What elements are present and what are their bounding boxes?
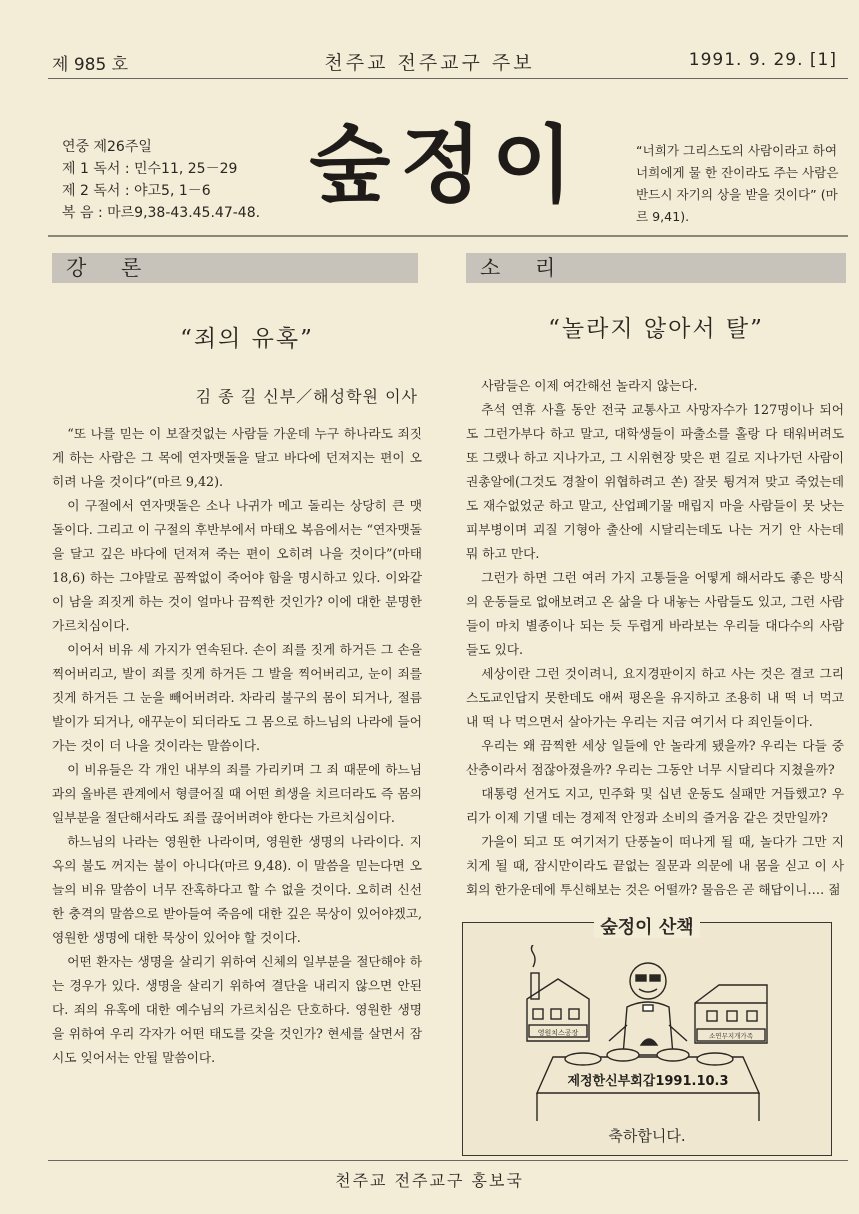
homily-paragraph: 이 구절에서 연자맷돌은 소나 나귀가 메고 돌리는 상당히 큰 맷돌이다. 그리고 이 구절의 후반부에서 마태오 복음에서는 “연자맷돌을 달고 깊은 바다에 던져져 죽는 편이 오히려 나을 것이다”(마태 18,6) 하는 그야말로 꼼짝없이 죽어야 함을 명시하고 있다. 이와같이 남을 죄짓게 하는 것이 얼마나 끔찍한 것인가? 이에 대한 분명한 가르치심이다. (52, 498, 422, 633)
cartoon-illustration (523, 945, 773, 1123)
sunday-label: 연중 제26주일 (62, 139, 152, 155)
homily-paragraph: 하느님의 나라는 영원한 나라이며, 영원한 생명의 나라이다. 지옥의 불도 꺼지는 불이 아니다(마르 9,48). 이 말씀을 믿는다면 오늘의 비유 말씀이 너무 잔혹하다고 할 수 없을 것이다. 오히려 신선한 충격의 말씀으로 받아들여 죽음에 대한 깊은 묵상이 있어야겠고, 영원한 생명에 대한 묵상이 있어야 할 것이다. (52, 834, 422, 945)
cartoon-title-text: 숲정이 산책 (594, 917, 699, 938)
publisher-name: 천주교 전주교구 주보 (324, 52, 535, 74)
voice-title: “놀라지 않아서 탈” (548, 316, 764, 342)
section-heading-homily: 강 론 (52, 253, 418, 283)
second-reading: 제 2 독서 : 야고5, 1－6 (62, 183, 211, 199)
homily-author: 김 종 길 신부／해성학원 이사 (195, 387, 418, 406)
voice-paragraph: 우리는 왜 끔찍한 세상 일들에 안 놀라게 됐을까? 우리는 다들 중산층이라서 점잖아졌을까? 우리는 그동안 너무 시달리다 지쳤을까? (466, 738, 844, 777)
voice-paragraph: 사람들은 이제 여간해선 놀라지 않는다. (481, 378, 698, 393)
factory-drawing (527, 945, 589, 1041)
voice-paragraph: 세상이란 그런 것이려니, 요지경판이지 하고 사는 것은 결코 그리스도교인답지 못한데도 애써 평온을 유지하고 조용히 내 떡 너 먹고 내 떡 나 먹으면서 살아가는 우리는 지금 여기서 다 죄인들이다. (466, 666, 844, 729)
footer-rule (48, 1160, 848, 1161)
cartoon-caption: 축하합니다. (608, 1127, 686, 1145)
header-rule (48, 235, 848, 237)
homily-body (52, 422, 422, 1070)
svg-text:숲정이: 숲정이 (309, 118, 583, 212)
footer-publisher: 천주교 전주교구 홍보국 (335, 1171, 524, 1190)
voice-body (466, 374, 844, 902)
homily-paragraph: 이어서 비유 세 가지가 연속된다. 손이 죄를 짓게 하거든 그 손을 찍어버리고, 발이 죄를 짓게 하거든 그 발을 찍어버리고, 눈이 죄를 짓게 하거든 그 눈을 빼어버려라. 차라리 불구의 몸이 되거나, 절름발이가 되거나, 애꾸눈이 되더라도 그 몸으로 하느님의 나라에 들어가는 것이 더 나을 것이라는 말씀이다. (52, 642, 422, 753)
readings-block (62, 136, 260, 224)
publication-logo (286, 118, 606, 212)
voice-paragraph: 가을이 되고 또 여기저기 단풍놀이 떠나게 될 때, 놀다가 그만 지치게 될 때, 잠시만이라도 끝없는 질문과 의문에 내 몸을 싣고 이 사회의 한가운데에 투신해보는 것은 어떨까? 물음은 곧 해답이니…. 젊 (466, 834, 844, 897)
cartoon-title (463, 913, 831, 939)
top-rule (48, 78, 848, 79)
issue-date: 1991. 9. 29. [1] (688, 50, 837, 70)
factory-sign: 영원치스공장 (537, 1029, 579, 1037)
first-reading: 제 1 독서 : 민수11, 25－29 (62, 161, 238, 177)
cartoon-box (462, 917, 832, 1156)
voice-paragraph: 대통령 선거도 지고, 민주화 및 십년 운동도 실패만 거듭했고? 우리가 이제 기댈 데는 경제적 안정과 소비의 즐거움 같은 것만일까? (466, 786, 844, 825)
house-sign: 소연무지개가족 (709, 1032, 753, 1040)
homily-title: “죄의 유혹” (180, 326, 314, 352)
celebration-banner: 제정한신부회갑1991.10.3 (567, 1074, 729, 1089)
issue-number: 제 985 호 (52, 55, 129, 75)
homily-paragraph: 이 비유들은 각 개인 내부의 죄를 가리키며 그 죄 때문에 하느님과의 올바른 관계에서 형클어질 때 어떤 희생을 치르더라도 즉 몸의 일부분을 절단해서라도 죄를 끊어버려야 한다는 가르치심이다. (52, 762, 422, 825)
epigraph-quote: “너희가 그리스도의 사람이라고 하여 너희에게 물 한 잔이라도 주는 사람은 반드시 자기의 상을 받을 것이다” (마르 9,41). (636, 143, 839, 224)
homily-paragraph: “또 나를 믿는 이 보잘것없는 사람들 가운데 누구 하나라도 죄짓게 하는 사람은 그 목에 연자맷돌을 달고 바다에 던져지는 편이 오히려 나을 것이다”(마르 9,42). (52, 426, 422, 489)
voice-paragraph: 그런가 하면 그런 여러 가지 고통들을 어떻게 해서라도 좋은 방식의 운동들로 없애보려고 온 삶을 다 내놓는 사람들도 있고, 그런 사람들이 마치 별종이나 되는 듯 두렵게 바라보는 우리들 대다수의 사람들도 있다. (466, 570, 844, 657)
section-heading-voice: 소 리 (466, 253, 846, 283)
gospel-reading: 복 음 : 마르9,38-43.45.47-48. (62, 205, 261, 221)
homily-paragraph: 어떤 환자는 생명을 살리기 위하여 신체의 일부분을 절단해야 하는 경우가 있다. 생명을 살리기 위하여 결단을 내리지 않으면 안된다. 죄의 유혹에 대한 예수님의 가르치심은 단호하다. 영원한 생명을 위하여 우리 각자가 어떤 태도를 갖을 것인가? 현세를 살면서 잠시도 잊어서는 안될 말씀이다. (52, 954, 422, 1065)
voice-paragraph: 추석 연휴 사흘 동안 전국 교통사고 사망자수가 127명이나 되어도 그런가부다 하고 말고, 대학생들이 파출소를 홀랑 다 태워버려도 또 그랬나 하고 지나가고, 그 시위현장 맞은 편 길로 지나가던 사람이 권총알에(그것도 경찰이 위협하려고 쏜) 잘못 튕겨져 맞고 죽었는데도 재수없었군 하고 말고, 산업폐기물 매립지 마을 사람들이 못 낫는 피부병이며 괴질 기형아 출산에 시달리는데도 나는 거기 안 사는데 뭐 하고 만다. (466, 402, 844, 561)
